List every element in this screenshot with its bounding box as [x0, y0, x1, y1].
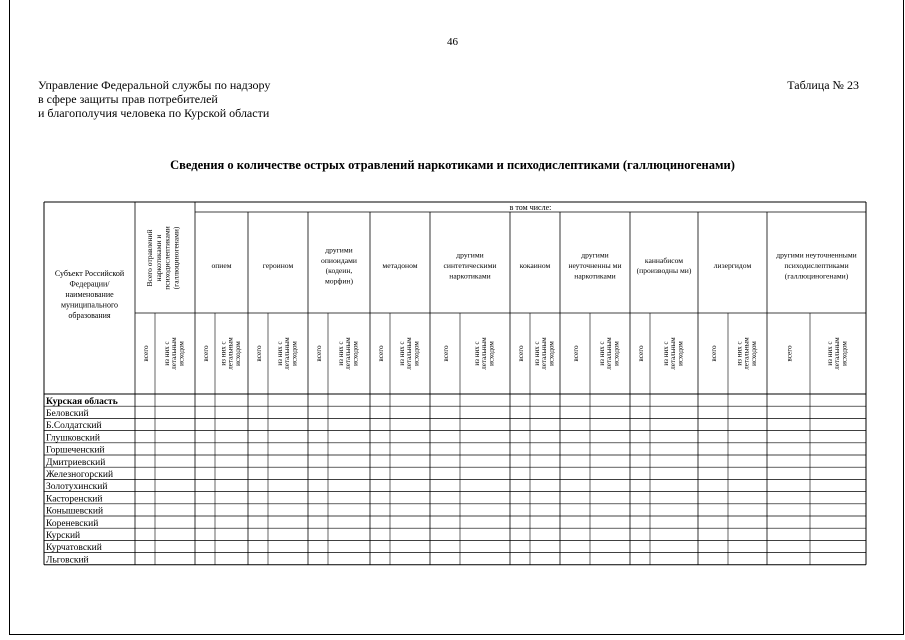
- page-number: 46: [447, 36, 458, 48]
- row-label: Курский: [46, 531, 81, 541]
- group-header-line: опиоидами: [321, 255, 357, 265]
- sub-header-fatal-line: летальным: [540, 337, 549, 370]
- group-header-line: другими неуточненными: [776, 250, 857, 260]
- sub-header-fatal-line: исходом: [177, 341, 186, 366]
- row-label: Б.Солдатский: [46, 421, 102, 432]
- group-header-line: неуточненны ми: [568, 261, 622, 270]
- sub-header-fatal-line: исходом: [233, 341, 242, 366]
- group-header-line: другими: [581, 250, 609, 260]
- row-label: Глушковский: [46, 433, 100, 444]
- sub-header-fatal-line: летальным: [669, 337, 678, 370]
- subject-header-line: наименование: [65, 290, 114, 299]
- sub-header-fatal-line: исходом: [676, 341, 685, 366]
- group-header-line: психодислептиками: [784, 261, 849, 270]
- subject-header-line: образования: [68, 311, 111, 320]
- sub-header-all: всего: [572, 345, 580, 362]
- row-label: Касторенский: [46, 494, 103, 505]
- group-header-line: героином: [262, 261, 294, 270]
- row-label: Конышевский: [46, 506, 104, 517]
- group-header-line: кокаином: [519, 261, 551, 270]
- row-label: Золотухинский: [46, 482, 108, 493]
- group-header-line: лизергидом: [713, 261, 752, 270]
- group-header-line: наркотиками: [449, 271, 491, 281]
- sub-header-fatal-line: из них с: [219, 341, 228, 366]
- sub-header-fatal-line: из них с: [337, 341, 345, 366]
- sub-header-fatal-line: исходом: [412, 341, 421, 366]
- group-header-line: синтетическими: [443, 261, 497, 270]
- row-label: Беловский: [46, 409, 89, 419]
- group-header-line: (галлюциногенами): [784, 271, 849, 281]
- sub-header-fatal-line: исходом: [547, 341, 556, 366]
- sub-header-all: всего: [255, 345, 263, 362]
- sub-header-fatal-line: исходом: [840, 341, 849, 366]
- sub-header-fatal-line: исходом: [612, 341, 621, 366]
- sub-header-all: всего: [315, 345, 323, 362]
- group-header-line: метадоном: [382, 261, 418, 270]
- sub-header-fatal-line: из них с: [276, 341, 284, 366]
- subject-header-line: Субъект Российской: [54, 269, 125, 278]
- org-line: и благополучия человека по Курской области: [38, 106, 270, 120]
- sub-header-all: всего: [142, 345, 150, 362]
- row-label: Горшеченский: [46, 445, 105, 456]
- sub-header-fatal-line: из них с: [662, 341, 670, 366]
- sub-header-fatal-line: из них с: [163, 341, 171, 366]
- sub-header-fatal-line: летальным: [344, 337, 353, 370]
- sub-header-fatal-line: из них с: [735, 341, 744, 366]
- total-header-line: психодислептиками: [162, 226, 172, 290]
- sub-header-all: всего: [517, 345, 525, 362]
- total-header-line: (галлюциногенами): [171, 226, 181, 290]
- document-title: Сведения о количестве острых отравлений наркотиками и психодислептиками (галлюциногенами): [170, 158, 735, 172]
- group-header-line: каннабисом: [644, 255, 684, 265]
- group-header-line: опием: [211, 261, 232, 270]
- table-number: Таблица № 23: [787, 78, 859, 92]
- sub-header-all: всего: [637, 345, 645, 362]
- group-header-line: наркотиками: [574, 271, 616, 281]
- sub-header-fatal-line: исходом: [290, 341, 299, 366]
- sub-header-fatal-line: исходом: [351, 341, 360, 366]
- sub-header-fatal-line: из них с: [473, 341, 481, 366]
- sub-header-fatal-line: летальным: [742, 337, 751, 370]
- row-label: Железногорский: [46, 470, 114, 480]
- row-label: Кореневский: [46, 518, 99, 529]
- sub-header-fatal-line: из них с: [398, 341, 406, 366]
- row-label: Курская область: [46, 396, 118, 407]
- row-label: Льговский: [46, 555, 89, 566]
- sub-header-fatal-line: летальным: [605, 337, 614, 370]
- group-header-line: другими: [456, 250, 484, 260]
- including-label: в том числе:: [509, 203, 552, 212]
- sub-header-fatal-line: летальным: [170, 337, 179, 370]
- sub-header-fatal-line: из них с: [826, 341, 834, 366]
- total-header-line: Всего отравлений: [145, 229, 154, 287]
- group-header-line: другими: [325, 245, 353, 255]
- row-label: Курчатовский: [46, 543, 102, 554]
- sub-header-fatal-line: из них с: [533, 341, 541, 366]
- sub-header-fatal-line: летальным: [833, 337, 842, 370]
- sub-header-fatal-line: летальным: [226, 337, 235, 370]
- group-header-line: (производны ми): [636, 266, 692, 276]
- sub-header-all: всего: [710, 345, 718, 362]
- sub-header-fatal-line: исходом: [749, 341, 758, 366]
- org-line: в сфере защиты прав потребителей: [38, 92, 218, 106]
- group-header-line: морфин): [325, 276, 353, 286]
- sub-header-all: всего: [785, 345, 794, 362]
- sub-header-fatal-line: летальным: [405, 337, 414, 370]
- sub-header-fatal-line: исходом: [487, 341, 496, 366]
- group-header-line: (кодеин,: [325, 266, 353, 276]
- sub-header-fatal-line: летальным: [480, 337, 489, 370]
- sub-header-all: всего: [202, 345, 210, 362]
- sub-header-fatal-line: из них с: [598, 341, 606, 366]
- org-line: Управление Федеральной службы по надзору: [38, 78, 271, 92]
- row-label: Дмитриевский: [46, 457, 106, 468]
- sub-header-all: всего: [377, 345, 385, 362]
- sub-header-fatal-line: летальным: [283, 337, 292, 370]
- subject-header-line: муниципального: [60, 300, 119, 310]
- sub-header-all: всего: [442, 345, 450, 362]
- subject-header-line: Федерации/: [69, 279, 110, 289]
- total-header-line: наркотиками и: [153, 234, 163, 282]
